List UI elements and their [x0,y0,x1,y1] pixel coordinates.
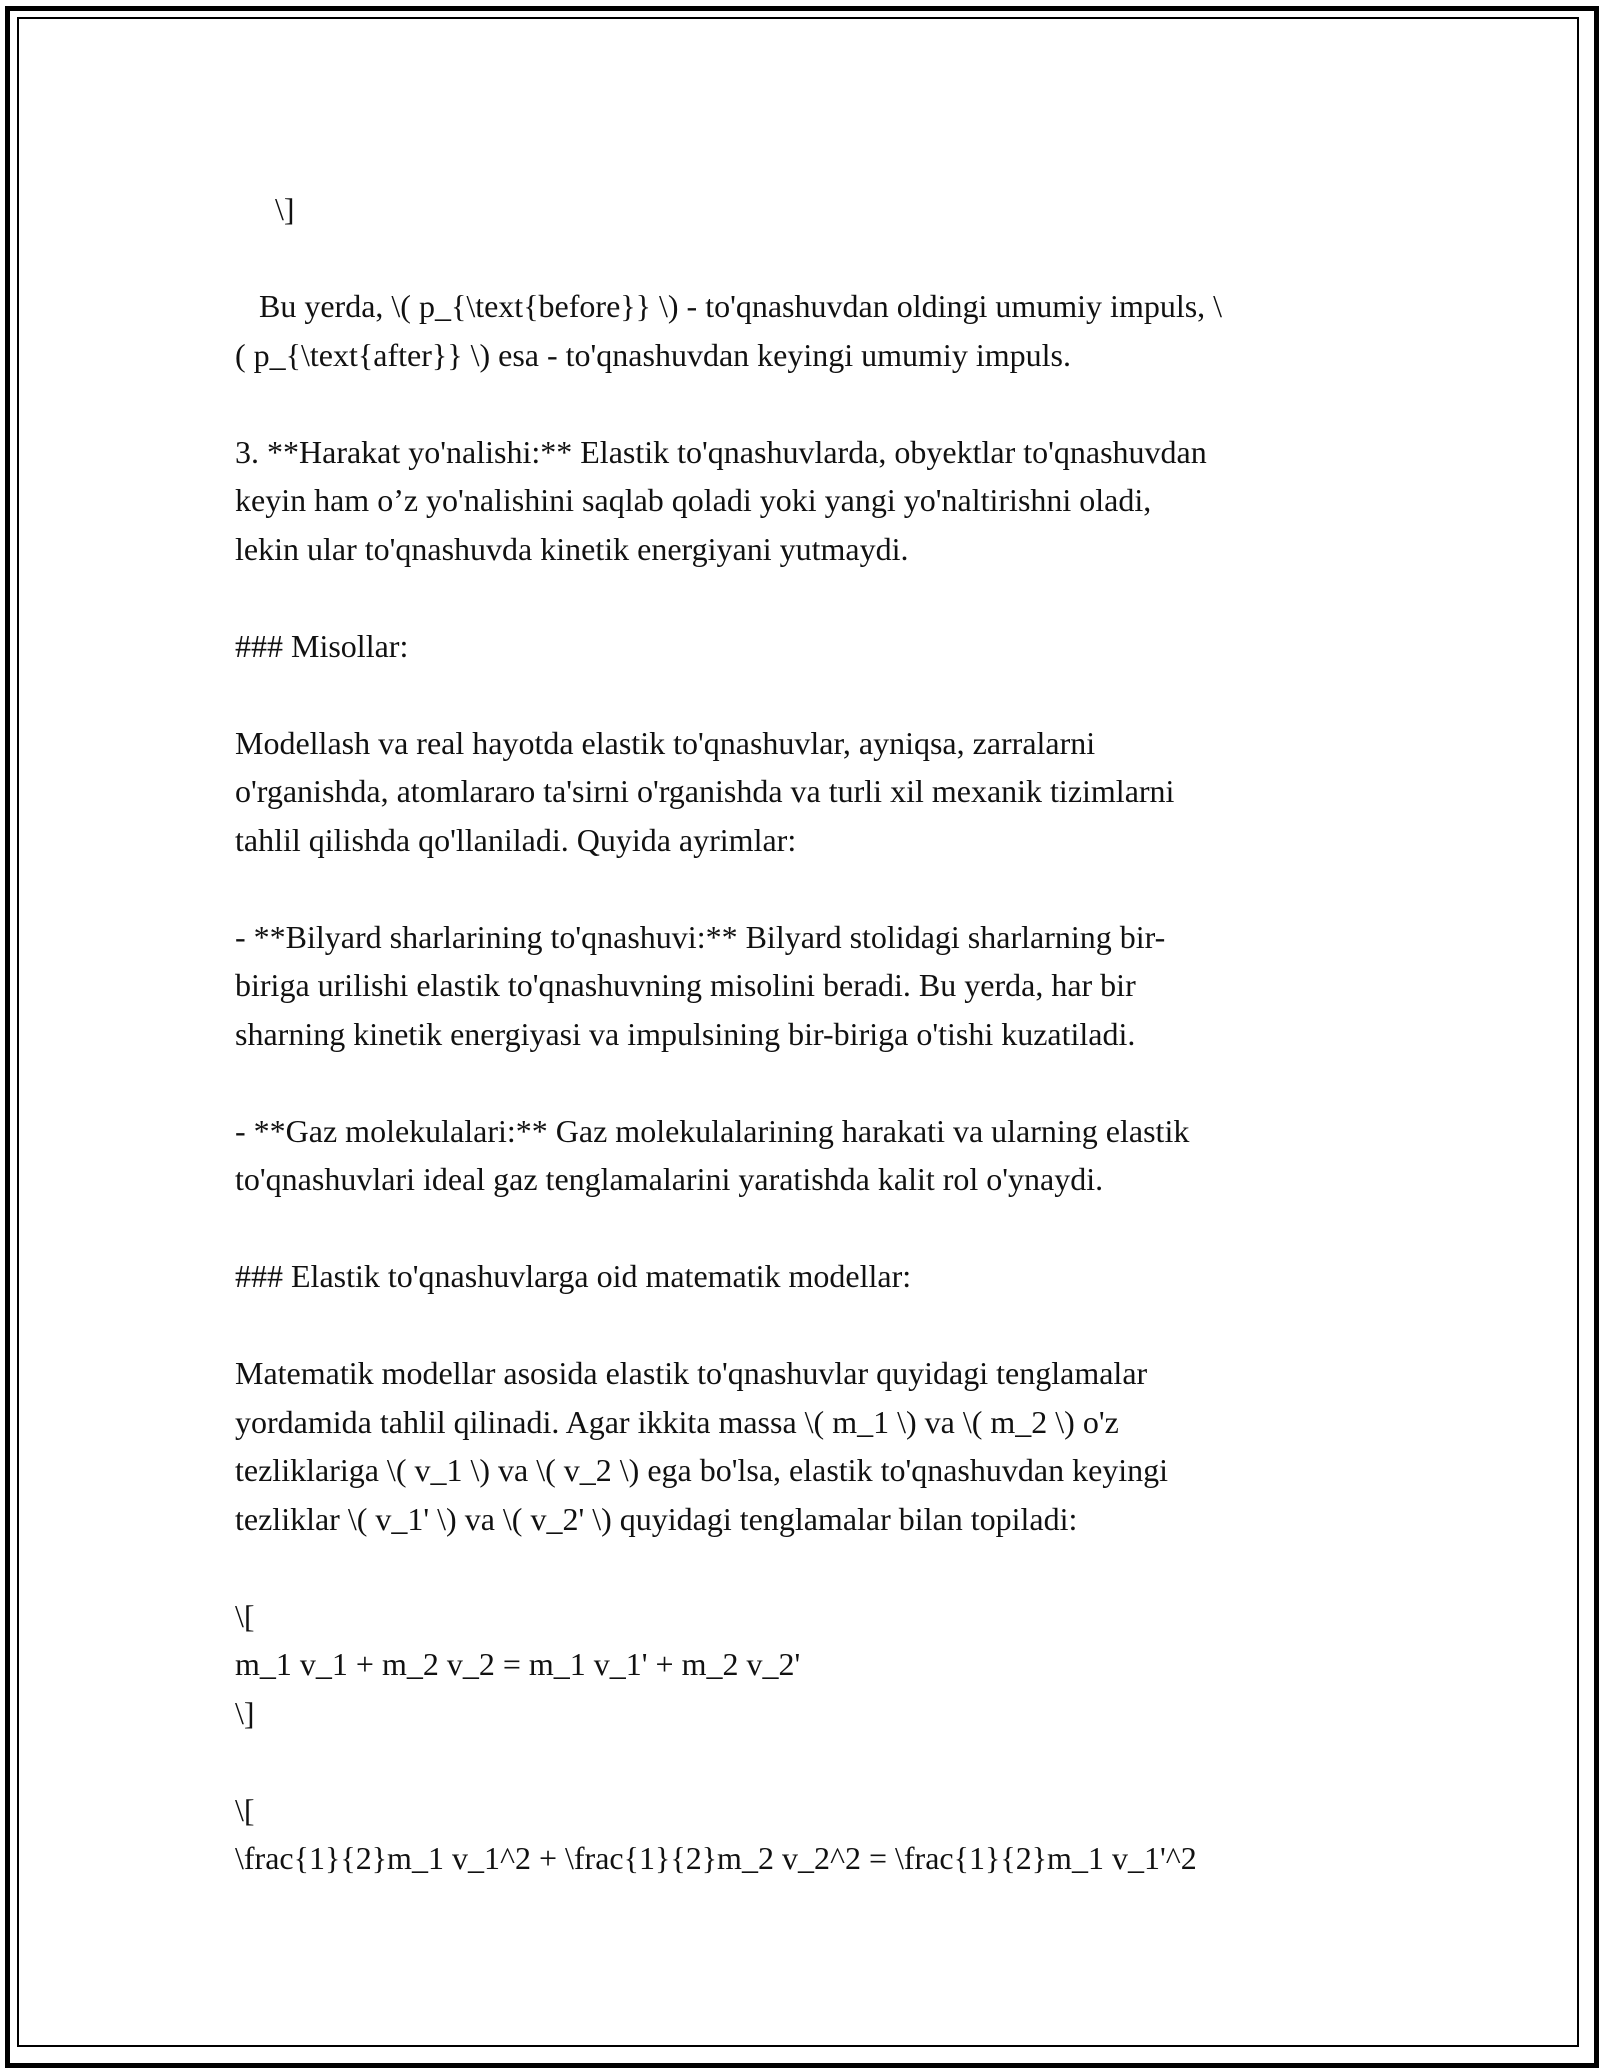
blank-line [235,1058,1375,1107]
text-line: Matematik modellar asosida elastik to'qnashuvlar quyidagi tenglamalar [235,1355,1148,1391]
text-line: tahlil qilishda qo'llaniladi. Quyida ayrimlar: [235,821,797,858]
text-line: ### Misollar: [235,627,409,664]
text-line: Modellash va real hayotda elastik to'qnashuvlar, ayniqsa, zarralarni [235,724,1096,761]
text-line: ### Elastik to'qnashuvlarga oid matematik modellar: [235,1258,912,1294]
blank-line [235,1543,1375,1592]
text-line: 3. **Harakat yo'nalishi:** Elastik to'qnashuvlarda, obyektlar to'qnashuvdan [235,433,1207,470]
blank-line [235,234,1375,283]
text-line: - **Gaz molekulalari:** Gaz molekulalarining harakati va ularning elastik [235,1112,1190,1149]
blank-line [235,864,1375,913]
text-line: \[ [235,1597,255,1634]
text-line: \] [235,1694,255,1731]
text-line: m_1 v_1 + m_2 v_2 = m_1 v_1' + m_2 v_2' [235,1646,801,1682]
text-line: tezliklar \( v_1' \) va \( v_2' \) quyidagi tenglamalar bilan topiladi: [235,1500,1078,1537]
text-line: keyin ham o’z yo'nalishini saqlab qoladi yoki yangi yo'naltirishni oladi, [235,482,1152,518]
blank-line [235,1204,1375,1253]
text-line: sharning kinetik energiyasi va impulsining bir-biriga o'tishi kuzatiladi. [235,1015,1136,1052]
text-line: - **Bilyard sharlarining to'qnashuvi:** Bilyard stolidagi sharlarning bir- [235,918,1166,955]
text-line: ( p_{\text{after}} \) esa - to'qnashuvdan keyingi umumiy impuls. [235,336,1071,373]
text-line: lekin ular to'qnashuvda kinetik energiyani yutmaydi. [235,530,909,567]
blank-line [235,1737,1375,1786]
text-line: \[ [235,1791,255,1828]
text-line: o'rganishda, atomlararo ta'sirni o'rganishda va turli xil mexanik tizimlarni [235,773,1175,809]
text-line: tezliklariga \( v_1 \) va \( v_2 \) ega bo'lsa, elastik to'qnashuvdan keyingi [235,1452,1169,1488]
text-line: biriga urilishi elastik to'qnashuvning misolini beradi. Bu yerda, har bir [235,967,1136,1003]
text-line: to'qnashuvlari ideal gaz tenglamalarini yaratishda kalit rol o'ynaydi. [235,1161,1104,1197]
blank-line [235,573,1375,622]
text-line: yordamida tahlil qilinadi. Agar ikkita massa \( m_1 \) va \( m_2 \) o'z [235,1403,1119,1440]
text-line: Bu yerda, \( p_{\text{before}} \) - to'qnashuvdan oldingi umumiy impuls, \ [235,288,1223,324]
blank-line [235,670,1375,719]
blank-line [235,379,1375,428]
text-line: \frac{1}{2}m_1 v_1^2 + \frac{1}{2}m_2 v_2^2 = \frac{1}{2}m_1 v_1'^2 [235,1840,1197,1876]
text-line: \] [235,191,295,227]
blank-line [235,1301,1375,1350]
document-body [235,185,1375,1883]
